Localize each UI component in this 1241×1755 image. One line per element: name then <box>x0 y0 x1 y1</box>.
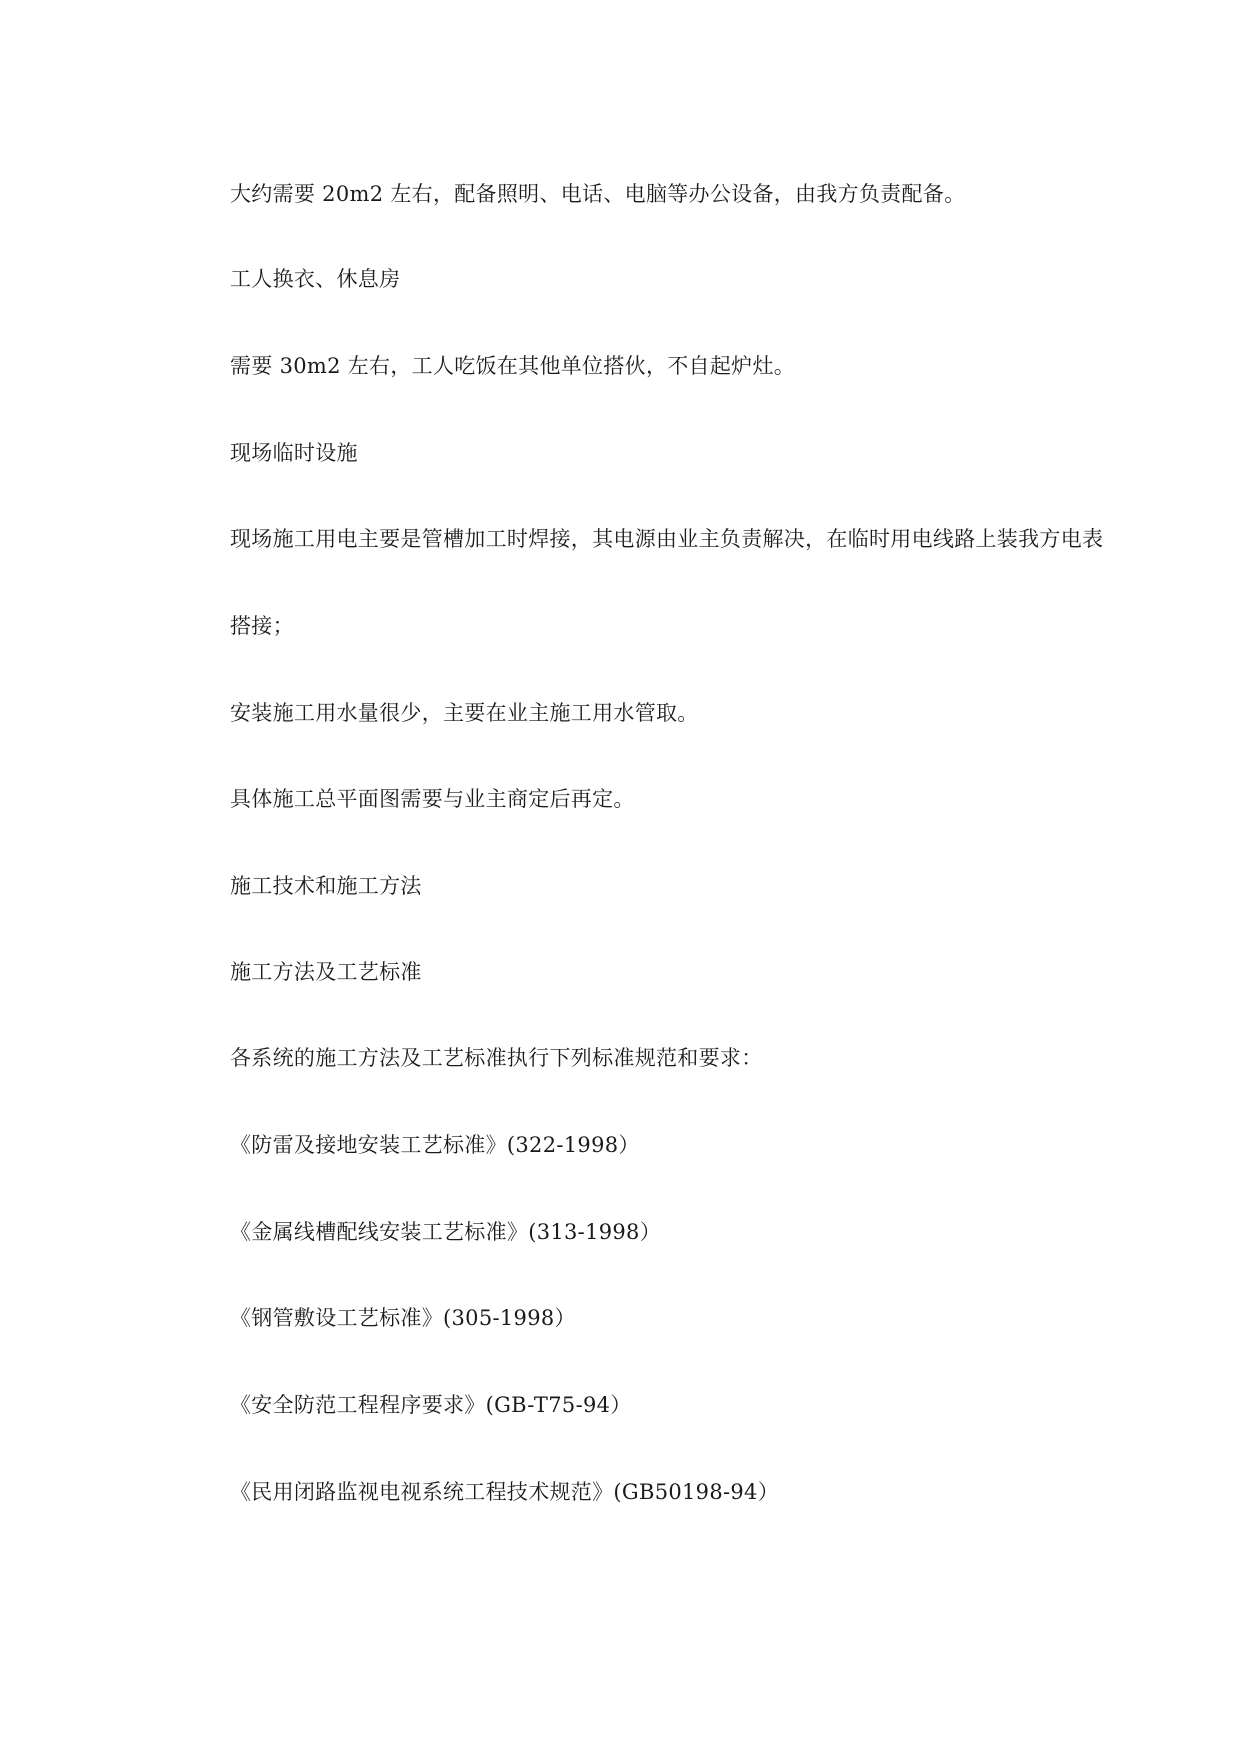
standard-item: 《防雷及接地安装工艺标准》(322-1998） <box>230 1133 640 1157</box>
standard-item: 《钢管敷设工艺标准》(305-1998） <box>230 1306 576 1330</box>
standard-item: 《金属线槽配线安装工艺标准》(313-1998） <box>230 1220 662 1244</box>
heading-methods-standards: 施工方法及工艺标准 <box>230 960 422 984</box>
paragraph-standards-intro: 各系统的施工方法及工艺标准执行下列标准规范和要求： <box>230 1046 763 1070</box>
paragraph-site-plan: 具体施工总平面图需要与业主商定后再定。 <box>230 787 635 811</box>
heading-construction-tech: 施工技术和施工方法 <box>230 874 422 898</box>
paragraph-water-supply: 安装施工用水量很少，主要在业主施工用水管取。 <box>230 701 699 725</box>
paragraph-office-space: 大约需要 20m2 左右，配备照明、电话、电脑等办公设备，由我方负责配备。 <box>230 182 966 206</box>
standard-item: 《安全防范工程程序要求》(GB-T75-94） <box>230 1393 632 1417</box>
heading-worker-rest-room: 工人换衣、休息房 <box>230 267 401 291</box>
heading-temporary-facilities: 现场临时设施 <box>230 441 358 465</box>
standard-item: 《民用闭路监视电视系统工程技术规范》(GB50198-94） <box>230 1480 780 1504</box>
paragraph-rest-room-space: 需要 30m2 左右，工人吃饭在其他单位搭伙，不自起炉灶。 <box>230 354 796 378</box>
paragraph-power-supply-cont: 搭接； <box>230 614 294 638</box>
paragraph-power-supply: 现场施工用电主要是管槽加工时焊接，其电源由业主负责解决，在临时用电线路上装我方电表 <box>230 527 1104 551</box>
